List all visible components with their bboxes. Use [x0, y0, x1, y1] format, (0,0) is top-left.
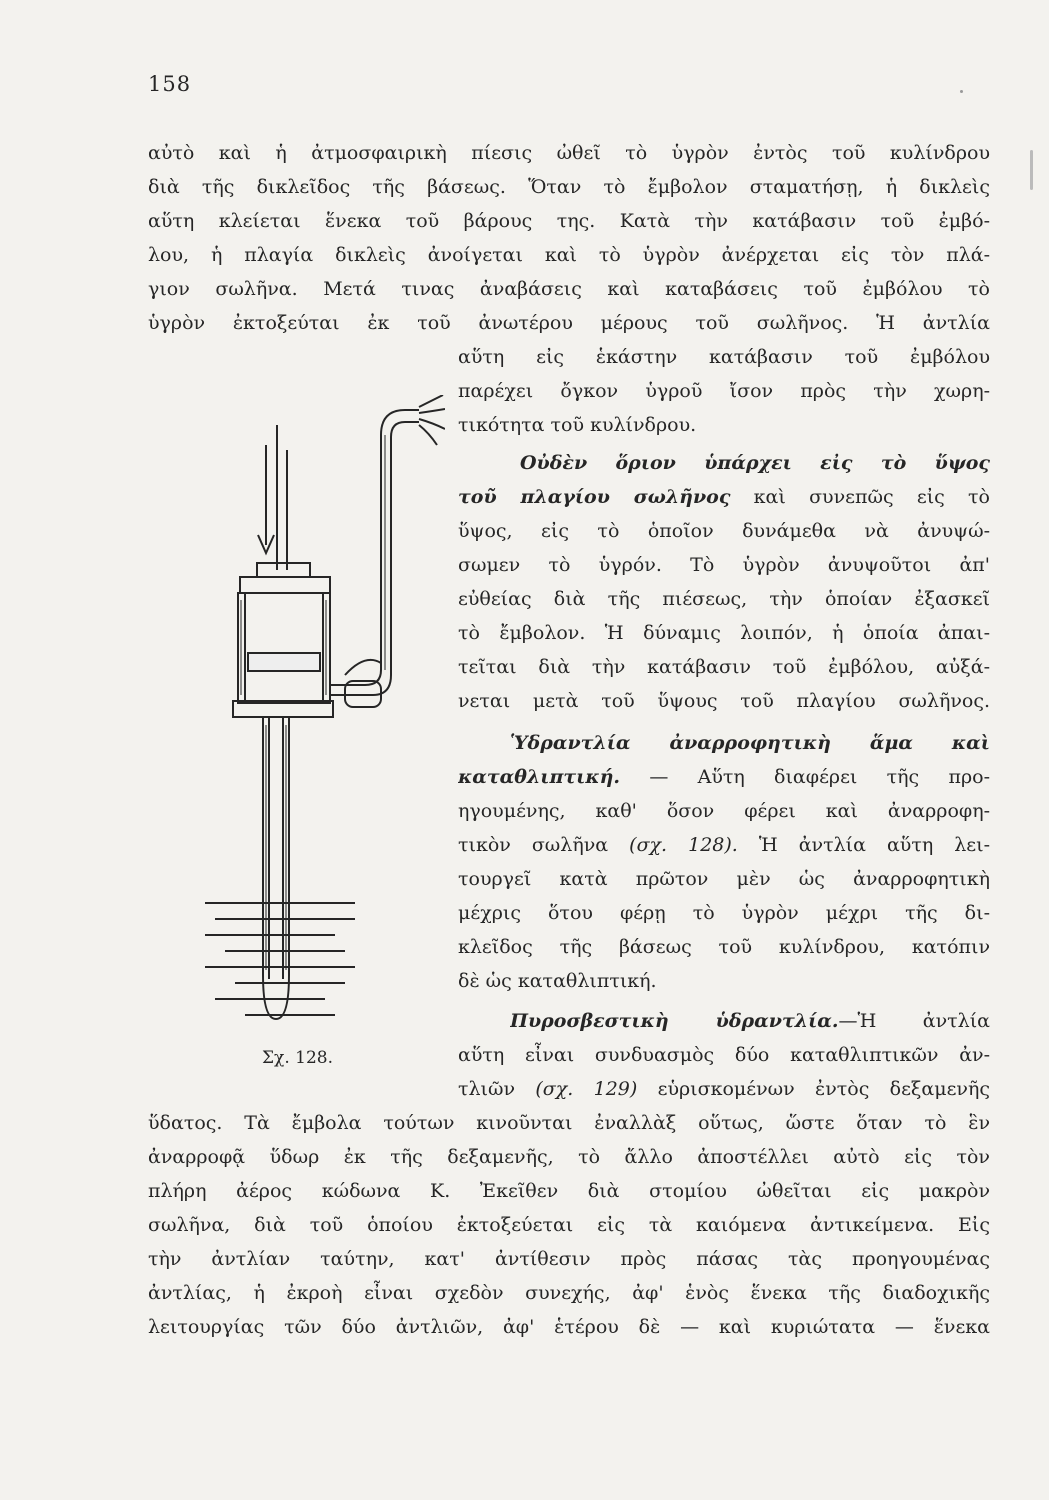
heading-text: Οὐδὲν ὅριον ὑπάρχει εἰς τὸ ὕψος	[520, 452, 990, 474]
text-line: νεται μετὰ τοῦ ὕψους τοῦ πλαγίου σωλῆνος.	[458, 690, 990, 712]
text-line: παρέχει ὄγκον ὑγροῦ ἴσον πρὸς τὴν χωρη-	[458, 380, 990, 402]
heading-text: τοῦ πλαγίου σωλῆνος	[458, 486, 731, 508]
text-line: γιον σωλῆνα. Μετά τινας ἀναβάσεις καὶ καταβάσεις τοῦ ἐμβόλου τὸ	[148, 278, 990, 300]
paper-speck	[960, 90, 963, 93]
text-line: τεῖται διὰ τὴν κατάβασιν τοῦ ἐμβόλου, αὐξά-	[458, 656, 990, 678]
text-line: ἀντλίας, ἡ ἐκροὴ εἶναι σχεδὸν συνεχής, ἀφ' ἑνὸς ἕνεκα τῆς διαδοχικῆς	[148, 1282, 990, 1304]
section-heading	[510, 1004, 990, 1038]
text-line: αὐτὸ καὶ ἡ ἀτμοσφαιρικὴ πίεσις ὠθεῖ τὸ ὑγρὸν ἐντὸς τοῦ κυλίνδρου	[148, 142, 990, 164]
text-line: ὕψος, εἰς τὸ ὁποῖον δυνάμεθα νὰ ἀνυψώ-	[458, 520, 990, 542]
figure-reference: (σχ. 128).	[629, 834, 738, 856]
text-line	[458, 828, 990, 862]
line-text: τλιῶν	[458, 1078, 516, 1100]
line-text: Ἡ ἀντλία αὕτη λει-	[758, 834, 990, 856]
figure-reference: (σχ. 129)	[535, 1078, 638, 1100]
text-line: αὕτη κλείεται ἕνεκα τοῦ βάρους της. Κατὰ τὴν κατάβασιν τοῦ ἐμβό-	[148, 210, 990, 232]
pump-diagram-icon	[205, 395, 445, 1055]
page-edge-mark	[1030, 150, 1033, 190]
text-line: ἀναρροφᾷ ὕδωρ ἐκ τῆς δεξαμενῆς, τὸ ἄλλο ἀποστέλλει αὐτὸ εἰς τὸν	[148, 1146, 990, 1168]
text-line: τικότητα τοῦ κυλίνδρου.	[458, 414, 697, 436]
figure-caption: Σχ. 128.	[262, 1048, 333, 1068]
text-line: πλήρη ἀέρος κώδωνα Κ. Ἐκεῖθεν διὰ στομίου ὠθεῖται εἰς μακρὸν	[148, 1180, 990, 1202]
heading-text: Ὑδραντλία ἀναρροφητικὴ ἅμα καὶ	[510, 732, 990, 754]
text-line	[458, 760, 990, 794]
heading-text: καταθλιπτική.	[458, 766, 621, 788]
line-text: καὶ συνεπῶς εἰς τὸ	[753, 486, 990, 508]
text-line: εὐθείας διὰ τῆς πιέσεως, τὴν ὁποίαν ἐξασκεῖ	[458, 588, 990, 610]
line-text: τικὸν σωλῆνα	[458, 834, 609, 856]
line-text: εὑρισκομένων ἐντὸς δεξαμενῆς	[657, 1078, 990, 1100]
line-text: —Ἡ ἀντλία	[838, 1010, 990, 1032]
text-line	[458, 480, 990, 514]
text-line: ηγουμένης, καθ' ὅσον φέρει καὶ ἀναρροφη-	[458, 800, 990, 822]
text-line: κλεῖδος τῆς βάσεως τοῦ κυλίνδρου, κατόπιν	[458, 936, 990, 958]
section-heading	[510, 726, 990, 760]
heading-text: Πυροσβεστικὴ ὑδραντλία.	[510, 1010, 839, 1032]
text-line: σωμεν τὸ ὑγρόν. Τὸ ὑγρὸν ἀνυψοῦτοι ἀπ'	[458, 554, 990, 576]
pump-illustration	[205, 395, 445, 1055]
section-heading	[520, 446, 990, 480]
line-text: — Αὕτη διαφέρει τῆς προ-	[649, 766, 990, 788]
text-line: διὰ τῆς δικλεῖδος τῆς βάσεως. Ὅταν τὸ ἔμβολον σταματήσῃ, ἡ δικλεὶς	[148, 176, 990, 198]
text-line: σωλῆνα, διὰ τοῦ ὁποίου ἐκτοξεύεται εἰς τὰ καιόμενα ἀντικείμενα. Εἰς	[148, 1214, 990, 1236]
text-line: λειτουργίας τῶν δύο ἀντλιῶν, ἀφ' ἑτέρου δὲ — καὶ κυριώτατα — ἕνεκα	[148, 1316, 990, 1338]
text-line: αὕτη εἶναι συνδυασμὸς δύο καταθλιπτικῶν ἀν-	[458, 1044, 990, 1066]
text-line: τὴν ἀντλίαν ταύτην, κατ' ἀντίθεσιν πρὸς πάσας τὰς προηγουμένας	[148, 1248, 990, 1270]
text-line: δὲ ὡς καταθλιπτική.	[458, 970, 657, 992]
text-line: λου, ἡ πλαγία δικλεὶς ἀνοίγεται καὶ τὸ ὑγρὸν ἀνέρχεται εἰς τὸν πλά-	[148, 244, 990, 266]
text-line: ὕδατος. Τὰ ἔμβολα τούτων κινοῦνται ἐναλλὰξ οὕτως, ὥστε ὅταν τὸ ἓν	[148, 1112, 990, 1134]
text-line: τὸ ἔμβολον. Ἡ δύναμις λοιπόν, ἡ ὁποία ἀπαι-	[458, 622, 990, 644]
text-line: τουργεῖ κατὰ πρῶτον μὲν ὡς ἀναρροφητικὴ	[458, 868, 990, 890]
page-number: 158	[148, 72, 192, 96]
text-line	[458, 1072, 990, 1106]
text-line: αὕτη εἰς ἑκάστην κατάβασιν τοῦ ἐμβόλου	[458, 346, 990, 368]
text-line: ὑγρὸν ἐκτοξεύται ἐκ τοῦ ἀνωτέρου μέρους τοῦ σωλῆνος. Ἡ ἀντλία	[148, 312, 990, 334]
text-line: μέχρις ὅτου φέρῃ τὸ ὑγρὸν μέχρι τῆς δι-	[458, 902, 990, 924]
